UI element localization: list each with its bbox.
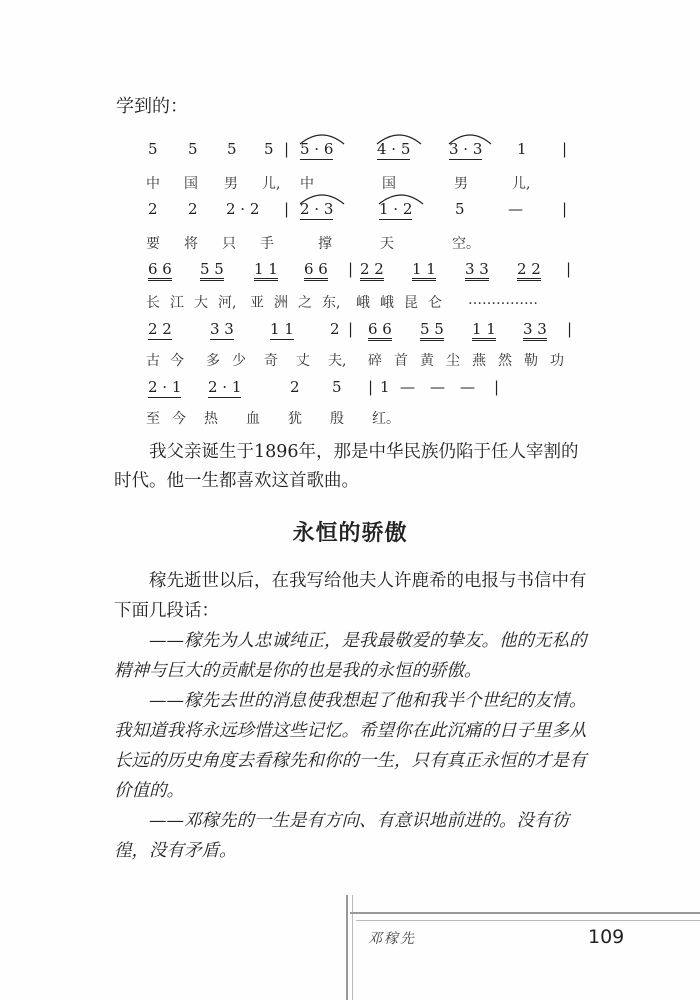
- lyric: 首: [394, 353, 408, 369]
- barline: |: [567, 320, 573, 338]
- note: 1 · 2: [379, 200, 413, 218]
- barline: |: [284, 200, 290, 218]
- footer-rule: [356, 920, 700, 921]
- barline: |: [494, 378, 500, 396]
- lyric: 峨: [356, 295, 370, 311]
- lyric: 男: [454, 176, 468, 192]
- footer-divider: [346, 895, 348, 1000]
- intro-text: 学到的：: [116, 96, 188, 117]
- lyric-row-1: [0, 173, 700, 193]
- note: 2 · 1: [148, 378, 182, 396]
- lyric-row-2: [0, 233, 700, 253]
- quote-3: ——邓稼先的一生是有方向、有意识地前进的。没有彷徨，没有矛盾。: [114, 811, 569, 861]
- note: 4 · 5: [377, 140, 411, 158]
- lyric: 丈: [296, 353, 310, 369]
- lyric: 昆: [404, 295, 418, 311]
- lyric: 然: [498, 353, 512, 369]
- note: 5: [455, 200, 465, 218]
- lyric: 国: [382, 176, 396, 192]
- lyric: ……………: [468, 292, 538, 308]
- note: 2: [188, 200, 198, 218]
- note: 1: [380, 378, 390, 396]
- note: —: [430, 378, 445, 396]
- note: 1 1: [270, 320, 294, 338]
- note: 2: [290, 378, 300, 396]
- lyric: 大: [194, 295, 208, 311]
- lyric: 勒: [524, 353, 538, 369]
- lyric: 撑: [318, 236, 332, 252]
- lyric: 夫,: [328, 353, 347, 369]
- lyric: 洲: [274, 295, 288, 311]
- note: —: [400, 378, 415, 396]
- note: 6 6: [148, 260, 172, 281]
- note: 2 2: [517, 260, 541, 281]
- note: 3 · 3: [449, 140, 483, 158]
- barline: |: [368, 378, 374, 396]
- paragraph-after-death: 稼先逝世以后，在我写给他夫人许鹿希的电报与书信中有下面几段话：: [114, 571, 587, 621]
- lyric: 儿,: [262, 176, 281, 192]
- note: 5: [227, 140, 237, 158]
- lyric: 峨: [380, 295, 394, 311]
- lyric: 只: [222, 236, 236, 252]
- note: 2 2: [148, 320, 172, 338]
- score-row-5: [0, 378, 700, 398]
- score-row-3: [0, 260, 700, 280]
- lyric: 犹: [288, 411, 302, 427]
- note: 5 5: [200, 260, 224, 281]
- lyric: 将: [184, 236, 198, 252]
- score-row-2: [0, 200, 700, 220]
- note: 2 2: [360, 260, 384, 281]
- note: —: [460, 378, 475, 396]
- note: 2: [148, 200, 158, 218]
- barline: |: [566, 260, 572, 278]
- lyric-row-4: [0, 350, 700, 370]
- note: 5: [148, 140, 158, 158]
- score-row-1: [0, 140, 700, 160]
- lyric: 长: [146, 295, 160, 311]
- quote-1: ——稼先为人忠诚纯正，是我最敬爱的挚友。他的无私的精神与巨大的贡献是你的也是我的永恒的骄傲。: [114, 631, 587, 681]
- lyric: 今: [172, 411, 186, 427]
- lyric: 血: [246, 411, 260, 427]
- note: 1 1: [412, 260, 436, 281]
- lyric: 古: [146, 353, 160, 369]
- lyric: 男: [224, 176, 238, 192]
- lyric: 手: [260, 236, 274, 252]
- lyric: 至: [146, 411, 160, 427]
- footer-divider: [352, 895, 353, 1000]
- page-number: 109: [588, 926, 625, 948]
- barline: |: [348, 320, 354, 338]
- lyric: 之: [298, 295, 312, 311]
- barline: |: [562, 140, 568, 158]
- lyric: 要: [146, 236, 160, 252]
- lyric: 儿,: [512, 176, 531, 192]
- barline: |: [562, 200, 568, 218]
- lyric: 黄: [420, 353, 434, 369]
- note: 1 1: [254, 260, 278, 281]
- note: 2 · 3: [300, 200, 334, 218]
- barline: |: [284, 140, 290, 158]
- lyric: 天: [380, 236, 394, 252]
- note: 5: [188, 140, 198, 158]
- note: 6 6: [368, 320, 392, 341]
- quote-2: ——稼先去世的消息使我想起了他和我半个世纪的友情。我知道我将永远珍惜这些记忆。希望你在此沉痛的日子里多从长远的历史角度去看稼先和你的一生，只有真正永恒的才是有价值的。: [114, 691, 587, 801]
- lyric: 江: [170, 295, 184, 311]
- lyric: 国: [184, 176, 198, 192]
- footer-rule: [350, 912, 700, 914]
- lyric: 多: [206, 353, 220, 369]
- paragraph-father: 我父亲诞生于1896年，那是中华民族仍陷于任人宰割的时代。他一生都喜欢这首歌曲。: [114, 442, 579, 491]
- lyric: 奇: [264, 353, 278, 369]
- lyric: 空。: [452, 236, 480, 252]
- note: 2: [330, 320, 340, 338]
- lyric: 尘: [446, 353, 460, 369]
- note: 1 1: [472, 320, 496, 341]
- note: 1: [517, 140, 527, 158]
- lyric: 少: [232, 353, 246, 369]
- lyric: 燕: [472, 353, 486, 369]
- lyric: 热: [204, 411, 218, 427]
- lyric: 红。: [372, 411, 400, 427]
- lyric: 殷: [330, 411, 344, 427]
- lyric: 亚: [250, 295, 264, 311]
- running-title: 邓稼先: [368, 931, 416, 947]
- note: 3 3: [210, 320, 234, 338]
- lyric: 碎: [368, 353, 382, 369]
- note: 2 · 1: [208, 378, 242, 396]
- note: 6 6: [304, 260, 328, 281]
- lyric: 中: [146, 176, 160, 192]
- note: 5: [264, 140, 274, 158]
- lyric-row-3: [0, 292, 700, 312]
- lyric: 仑: [428, 295, 442, 311]
- score-row-4: [0, 320, 700, 340]
- lyric: 东,: [322, 295, 341, 311]
- section-heading: 永恒的骄傲: [292, 521, 408, 546]
- lyric: 今: [170, 353, 184, 369]
- music-score: [0, 0, 700, 430]
- note: —: [508, 200, 523, 218]
- barline: |: [348, 260, 354, 278]
- note: 3 3: [523, 320, 547, 341]
- lyric: 功: [550, 353, 564, 369]
- note: 2 · 2: [226, 200, 260, 218]
- lyric: 中: [300, 176, 314, 192]
- note: 3 3: [465, 260, 489, 281]
- lyric-row-5: [0, 408, 700, 428]
- lyric: 河,: [218, 295, 237, 311]
- note: 5 · 6: [300, 140, 334, 158]
- note: 5 5: [420, 320, 444, 341]
- note: 5: [332, 378, 342, 396]
